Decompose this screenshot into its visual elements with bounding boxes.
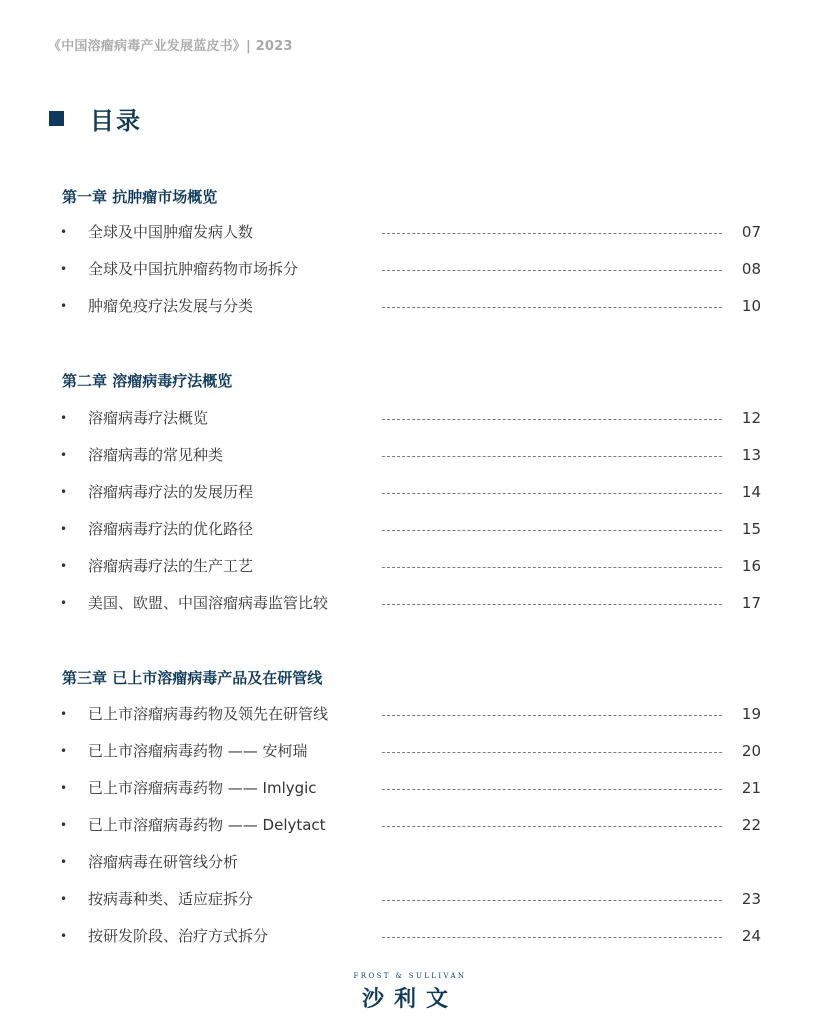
toc-heading bbox=[49, 101, 142, 136]
bullet-icon: • bbox=[60, 485, 68, 499]
bullet-icon: • bbox=[60, 411, 68, 425]
entry-label: 肿瘤免疫疗法发展与分类 bbox=[88, 297, 254, 315]
bullet-icon: • bbox=[60, 818, 68, 832]
bullet-icon: • bbox=[60, 892, 68, 906]
entry-label: 按研发阶段、治疗方式拆分 bbox=[88, 927, 269, 945]
page-number: 12 bbox=[741, 409, 761, 427]
entry-label: 溶瘤病毒的常见种类 bbox=[88, 446, 224, 464]
toc-entry[interactable] bbox=[60, 777, 763, 799]
bullet-icon: • bbox=[60, 522, 68, 536]
page-number: 19 bbox=[741, 705, 761, 723]
dotted-leader bbox=[382, 826, 722, 827]
toc-entry[interactable] bbox=[60, 295, 763, 317]
entry-label: 溶瘤病毒疗法的发展历程 bbox=[88, 483, 254, 501]
toc-entry[interactable] bbox=[60, 518, 763, 540]
page-number: 21 bbox=[741, 779, 761, 797]
bullet-icon: • bbox=[60, 225, 68, 239]
dotted-leader bbox=[382, 567, 722, 568]
bullet-icon: • bbox=[60, 559, 68, 573]
entry-label: 溶瘤病毒疗法概览 bbox=[88, 409, 209, 427]
dotted-leader bbox=[382, 270, 722, 271]
toc-entry[interactable] bbox=[60, 888, 763, 910]
square-bullet-icon bbox=[49, 111, 64, 126]
page-number: 16 bbox=[741, 557, 761, 575]
page-number: 20 bbox=[741, 742, 761, 760]
dotted-leader bbox=[382, 530, 722, 531]
toc-entry[interactable] bbox=[60, 851, 763, 873]
toc-title: 目录 bbox=[90, 107, 142, 135]
entry-label: 已上市溶瘤病毒药物 —— Imlygic bbox=[88, 779, 317, 797]
toc-entry[interactable] bbox=[60, 555, 763, 577]
dotted-leader bbox=[382, 493, 722, 494]
page-number: 23 bbox=[741, 890, 761, 908]
chapter-1-title: 第一章 抗肿瘤市场概览 bbox=[62, 188, 218, 206]
bullet-icon: • bbox=[60, 707, 68, 721]
entry-label: 已上市溶瘤病毒药物 —— Delytact bbox=[88, 816, 326, 834]
bullet-icon: • bbox=[60, 781, 68, 795]
bullet-icon: • bbox=[60, 299, 68, 313]
entry-label: 溶瘤病毒疗法的优化路径 bbox=[88, 520, 254, 538]
toc-entry[interactable] bbox=[60, 444, 763, 466]
entry-label: 美国、欧盟、中国溶瘤病毒监管比较 bbox=[88, 594, 329, 612]
toc-entry[interactable] bbox=[60, 481, 763, 503]
report-header: 《中国溶瘤病毒产业发展蓝皮书》| 2023 bbox=[48, 39, 293, 54]
dotted-leader bbox=[382, 233, 722, 234]
page-number: 15 bbox=[741, 520, 761, 538]
page-number: 10 bbox=[741, 297, 761, 315]
bullet-icon: • bbox=[60, 744, 68, 758]
page-number: 24 bbox=[741, 927, 761, 945]
bullet-icon: • bbox=[60, 448, 68, 462]
dotted-leader bbox=[382, 715, 722, 716]
entry-label: 溶瘤病毒疗法的生产工艺 bbox=[88, 557, 254, 575]
dotted-leader bbox=[382, 419, 722, 420]
bullet-icon: • bbox=[60, 596, 68, 610]
chapter-2-title: 第二章 溶瘤病毒疗法概览 bbox=[62, 372, 233, 390]
bullet-icon: • bbox=[60, 855, 68, 869]
entry-label: 全球及中国抗肿瘤药物市场拆分 bbox=[88, 260, 299, 278]
toc-entry[interactable] bbox=[60, 407, 763, 429]
dotted-leader bbox=[382, 752, 722, 753]
toc-entry[interactable] bbox=[60, 703, 763, 725]
toc-entry[interactable] bbox=[60, 592, 763, 614]
logo-chinese: 沙利文 bbox=[361, 987, 458, 1012]
page-number: 22 bbox=[741, 816, 761, 834]
bullet-icon: • bbox=[60, 929, 68, 943]
logo-english: FROST & SULLIVAN bbox=[353, 972, 467, 980]
toc-entry[interactable] bbox=[60, 814, 763, 836]
dotted-leader bbox=[382, 604, 722, 605]
dotted-leader bbox=[382, 456, 722, 457]
dotted-leader bbox=[382, 900, 722, 901]
dotted-leader bbox=[382, 789, 722, 790]
entry-label: 按病毒种类、适应症拆分 bbox=[88, 890, 254, 908]
entry-label: 溶瘤病毒在研管线分析 bbox=[88, 853, 239, 871]
toc-entry[interactable] bbox=[60, 925, 763, 947]
page-number: 08 bbox=[741, 260, 761, 278]
entry-label: 已上市溶瘤病毒药物及领先在研管线 bbox=[88, 705, 329, 723]
toc-entry[interactable] bbox=[60, 221, 763, 243]
frost-sullivan-logo bbox=[345, 972, 475, 1013]
page-number: 17 bbox=[741, 594, 761, 612]
entry-label: 已上市溶瘤病毒药物 —— 安柯瑞 bbox=[88, 742, 308, 760]
entry-label: 全球及中国肿瘤发病人数 bbox=[88, 223, 254, 241]
page-number: 13 bbox=[741, 446, 761, 464]
bullet-icon: • bbox=[60, 262, 68, 276]
dotted-leader bbox=[382, 307, 722, 308]
toc-entry[interactable] bbox=[60, 258, 763, 280]
dotted-leader bbox=[382, 937, 722, 938]
toc-entry[interactable] bbox=[60, 740, 763, 762]
page-number: 14 bbox=[741, 483, 761, 501]
page-number: 07 bbox=[741, 223, 761, 241]
chapter-3-title: 第三章 已上市溶瘤病毒产品及在研管线 bbox=[62, 669, 323, 687]
